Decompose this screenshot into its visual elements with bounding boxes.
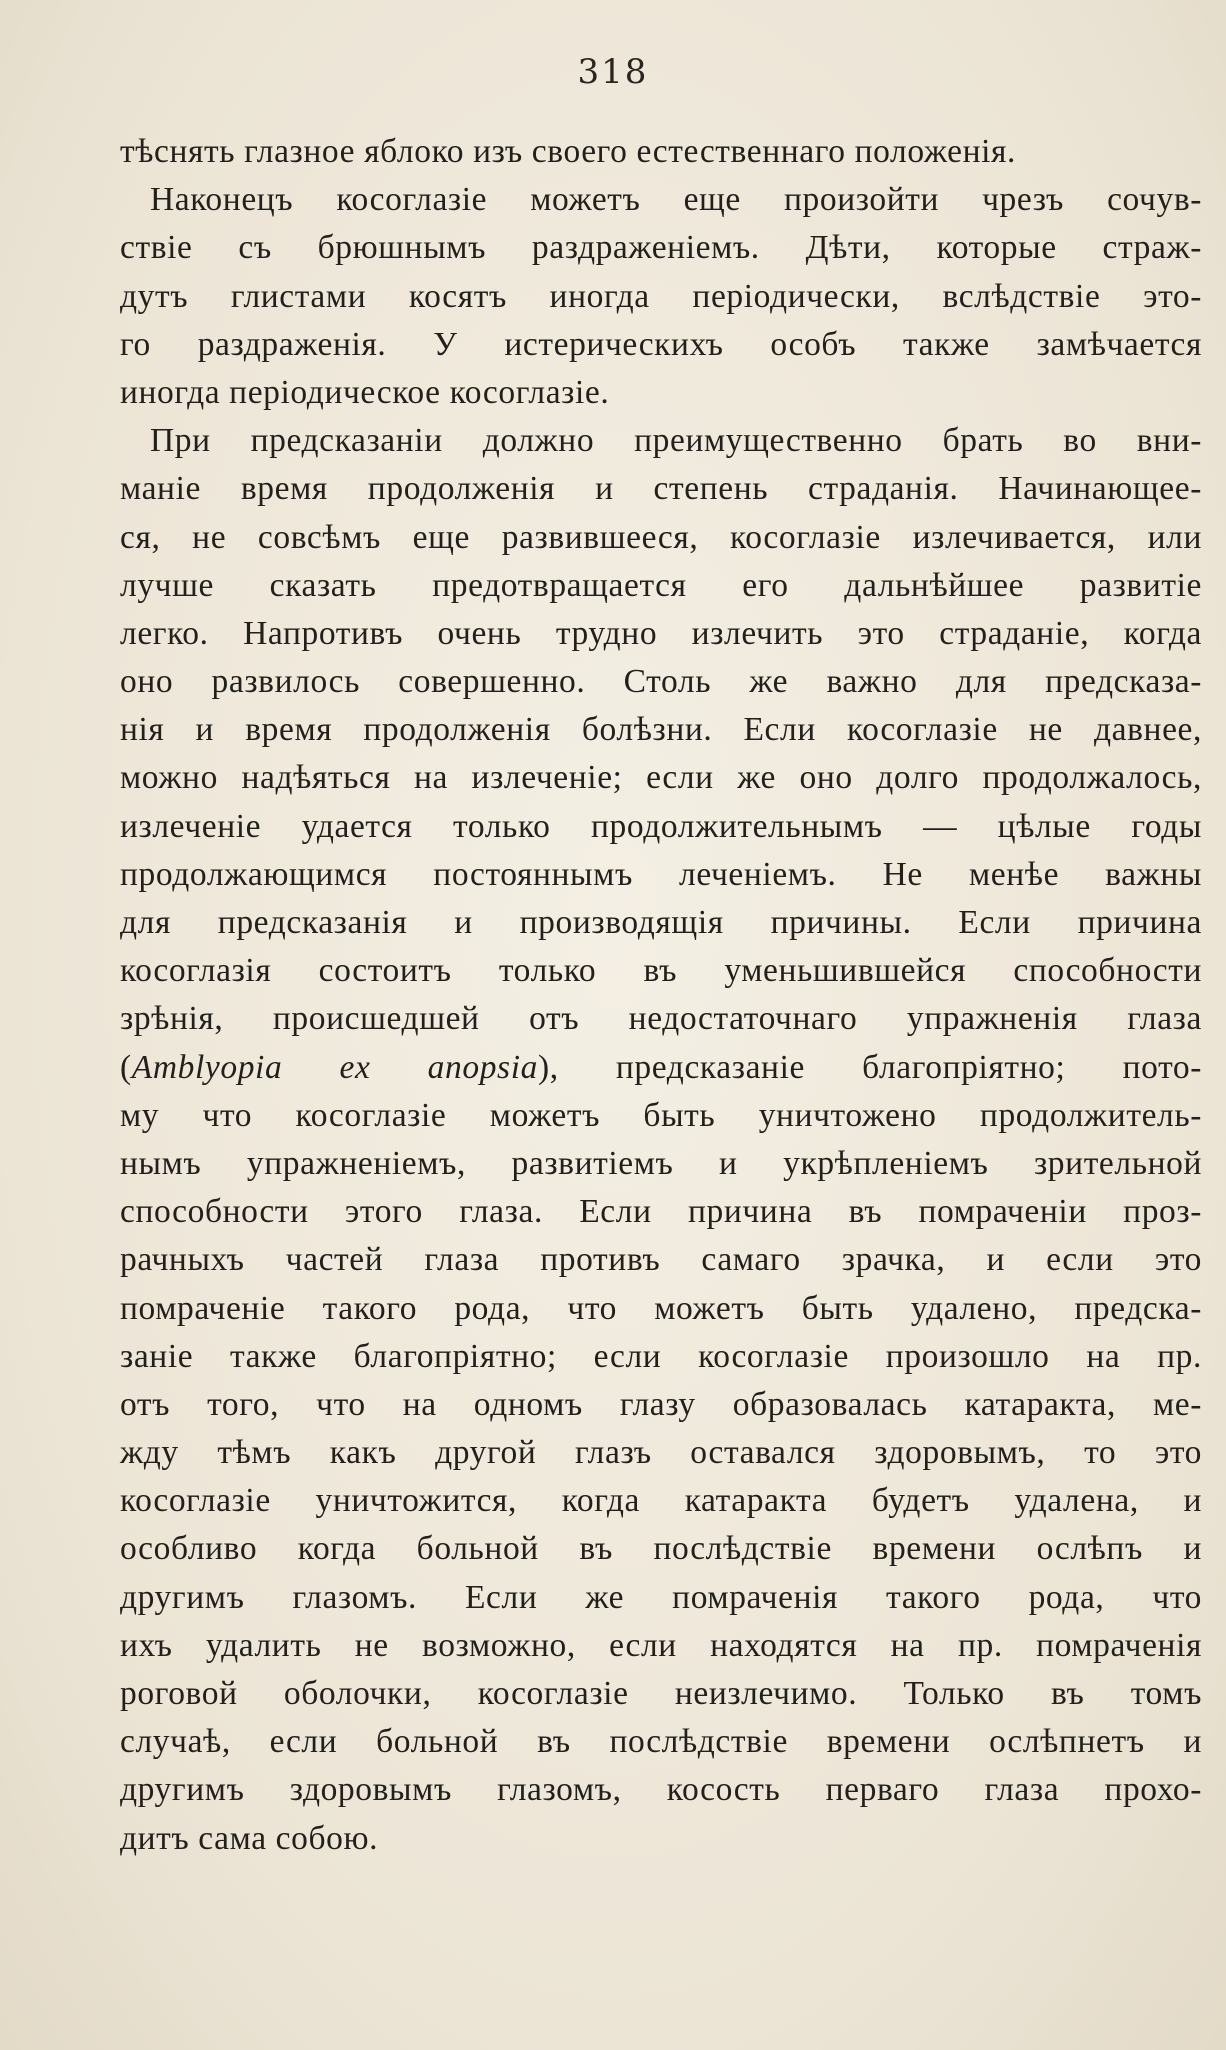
latin-term: Amblyopia ex anopsia: [131, 1048, 538, 1086]
text-line: нымъ упражненіемъ, развитіемъ и укрѣпленіемъ зрительной: [120, 1144, 1202, 1182]
text-line: зрѣнія, происшедшей отъ недостаточнаго упражненія глаза: [120, 1000, 1202, 1038]
text-line: роговой оболочки, косоглазіе неизлечимо. Только въ томъ: [120, 1675, 1202, 1712]
text-line-latin-term: (Amblyopia ex anopsia), предсказаніе благопріятно; пото-: [120, 1048, 1202, 1086]
text-line: го раздраженія. У истерическихъ особъ также замѣчается: [120, 325, 1202, 363]
text-line: продолжающимся постояннымъ леченіемъ. Не менѣе важны: [120, 855, 1202, 893]
text-line: ихъ удалить не возможно, если находятся на пр. помраченія: [120, 1626, 1202, 1664]
page-body: [120, 128, 1202, 1863]
text-line: ся, не совсѣмъ еще развившееся, косоглазіе излечивается, или: [120, 518, 1202, 556]
text-line: оно развилось совершенно. Столь же важно для предсказа-: [120, 663, 1202, 701]
text-line: дутъ глистами косятъ иногда періодически, вслѣдствіе это-: [120, 277, 1202, 315]
text-line: жду тѣмъ какъ другой глазъ оставался здоровымъ, то это: [120, 1434, 1202, 1472]
text-line: маніе время продолженія и степень страданія. Начинающее-: [120, 470, 1202, 508]
text-line: Наконецъ косоглазіе можетъ еще произойти чрезъ сочув-: [150, 181, 1202, 219]
text-line: другимъ глазомъ. Если же помраченія такого рода, что: [120, 1578, 1202, 1616]
text-line: легко. Напротивъ очень трудно излечить это страданіе, когда: [120, 614, 1202, 652]
text-line: для предсказанія и производящія причины. Если причина: [120, 904, 1202, 941]
text-line: особливо когда больной въ послѣдствіе времени ослѣпъ и: [120, 1530, 1202, 1568]
page-number: 318: [577, 52, 649, 92]
text-line: случаѣ, если больной въ послѣдствіе времени ослѣпнетъ и: [120, 1723, 1202, 1761]
text-line: нія и время продолженія болѣзни. Если косоглазіе не давнее,: [120, 711, 1202, 749]
text-line: излеченіе удается только продолжительнымъ — цѣлые годы: [120, 807, 1202, 845]
text-line: иногда періодическое косоглазіе.: [120, 373, 610, 411]
text-line: другимъ здоровымъ глазомъ, косость перваго глаза прохо-: [120, 1771, 1202, 1809]
text-line: рачныхъ частей глаза противъ самаго зрачка, и если это: [120, 1241, 1202, 1279]
text-line: ствіе съ брюшнымъ раздраженіемъ. Дѣти, которые страж-: [120, 229, 1202, 267]
text-line: лучше сказать предотвращается его дальнѣйшее развитіе: [120, 566, 1202, 604]
text-line: тѣснять глазное яблоко изъ своего естественнаго положенія.: [120, 133, 1017, 170]
text-line: отъ того, что на одномъ глазу образовалась катаракта, ме-: [120, 1385, 1202, 1423]
text-line: му что косоглазіе можетъ быть уничтожено продолжитель-: [120, 1096, 1202, 1134]
text-line: косоглазія состоитъ только въ уменьшившейся способности: [120, 952, 1202, 990]
text-line: дитъ сама собою.: [120, 1819, 379, 1857]
text-line: заніе также благопріятно; если косоглазіе произошло на пр.: [120, 1337, 1202, 1375]
text-line: При предсказаніи должно преимущественно брать во вни-: [150, 422, 1202, 460]
text-line: помраченіе такого рода, что можетъ быть удалено, предска-: [120, 1289, 1202, 1327]
text-line: косоглазіе уничтожится, когда катаракта будетъ удалена, и: [120, 1482, 1202, 1520]
text-line: можно надѣяться на излеченіе; если же оно долго продолжалось,: [120, 759, 1202, 797]
text-line: способности этого глаза. Если причина въ помраченіи проз-: [120, 1193, 1202, 1231]
